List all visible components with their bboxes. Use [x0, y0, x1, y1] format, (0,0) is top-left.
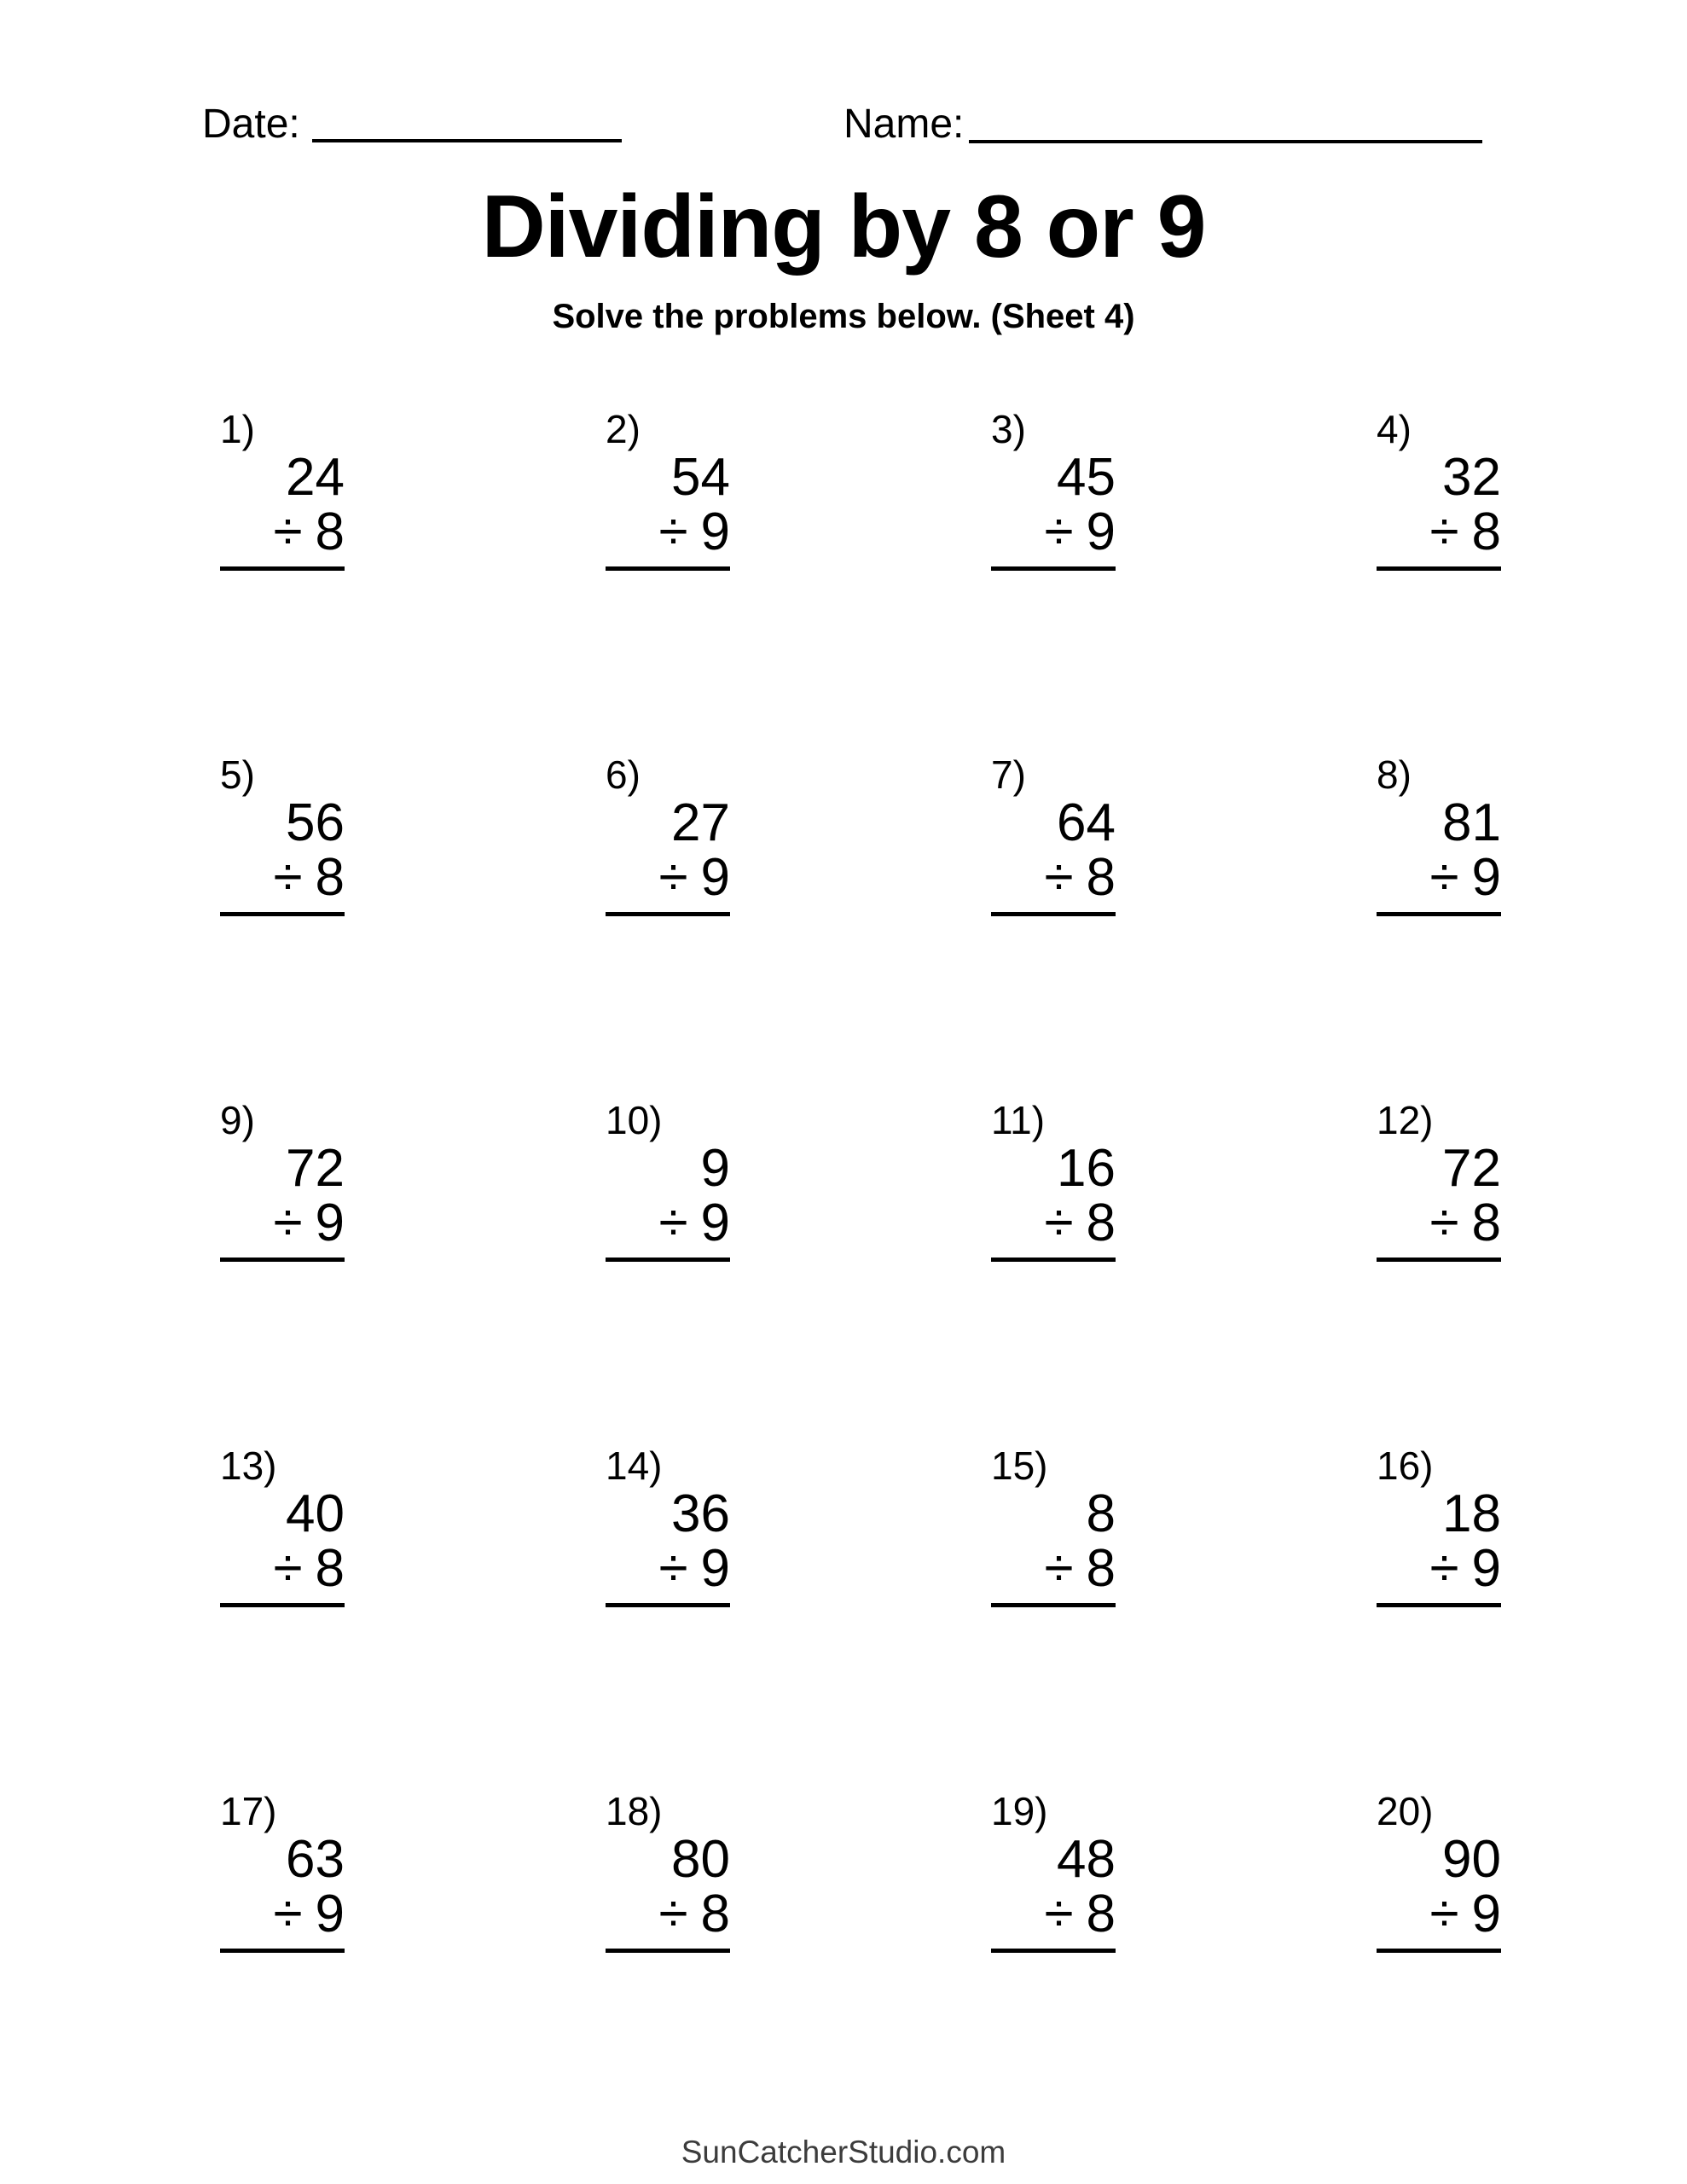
dividend: 72	[286, 1139, 345, 1198]
answer-line	[991, 1258, 1116, 1262]
divisor: 8	[315, 502, 345, 561]
divisor: 9	[700, 1539, 730, 1598]
dividend: 81	[1442, 793, 1501, 852]
divisor-row	[1377, 1196, 1501, 1251]
problem-number: 13)	[220, 1443, 277, 1488]
problem	[606, 1099, 730, 1269]
problem	[991, 753, 1116, 924]
answer-line	[220, 1949, 345, 1953]
problem-number: 18)	[606, 1789, 663, 1833]
problem	[1377, 753, 1501, 924]
problem-number: 6)	[606, 752, 641, 797]
answer-line	[220, 1603, 345, 1607]
name-field	[844, 102, 964, 148]
problem	[220, 1444, 345, 1615]
divisor-row	[991, 848, 1116, 907]
divisor: 9	[700, 1194, 730, 1252]
dividend: 32	[1442, 448, 1501, 507]
divisor-row	[1377, 502, 1501, 561]
divisor: 9	[1471, 1539, 1501, 1598]
divisor: 8	[1471, 502, 1501, 561]
problem	[606, 1444, 730, 1615]
division-sign: ÷	[273, 848, 303, 907]
dividend: 24	[286, 448, 345, 507]
division-sign: ÷	[1044, 1885, 1074, 1943]
problem-number: 1)	[220, 407, 255, 451]
problem	[220, 1790, 345, 1960]
date-blank-line	[312, 139, 622, 142]
answer-line	[220, 1258, 345, 1262]
problem	[991, 1099, 1116, 1269]
problem-number: 5)	[220, 752, 255, 797]
answer-line	[991, 1603, 1116, 1607]
dividend: 72	[1442, 1139, 1501, 1198]
divisor: 8	[315, 848, 345, 907]
problem-number: 7)	[991, 752, 1026, 797]
divisor-row	[220, 1196, 345, 1251]
dividend: 27	[671, 793, 730, 852]
division-sign: ÷	[658, 1885, 688, 1943]
dividend: 9	[700, 1139, 730, 1198]
answer-line	[991, 566, 1116, 571]
division-sign: ÷	[658, 1194, 688, 1252]
divisor: 8	[1086, 1885, 1116, 1943]
problem	[220, 1099, 345, 1269]
divisor-row	[606, 502, 730, 561]
divisor-row	[991, 1539, 1116, 1598]
division-sign: ÷	[658, 502, 688, 561]
problem	[1377, 408, 1501, 578]
answer-line	[1377, 1258, 1501, 1262]
problem-number: 3)	[991, 407, 1026, 451]
divisor: 9	[700, 502, 730, 561]
divisor-row	[606, 1539, 730, 1598]
name-label: Name:	[844, 102, 965, 147]
page-subtitle: Solve the problems below. (Sheet 4)	[552, 298, 1135, 335]
division-sign: ÷	[273, 1885, 303, 1943]
problem	[606, 408, 730, 578]
problem	[991, 1790, 1116, 1960]
problem	[991, 408, 1116, 578]
divisor: 9	[1471, 1885, 1501, 1943]
problem	[220, 408, 345, 578]
answer-line	[606, 912, 730, 916]
divisor: 8	[1471, 1194, 1501, 1252]
divisor: 8	[1086, 1539, 1116, 1598]
answer-line	[606, 1949, 730, 1953]
dividend: 36	[671, 1484, 730, 1543]
divisor: 8	[1086, 848, 1116, 907]
division-sign: ÷	[273, 1194, 303, 1252]
dividend: 63	[286, 1830, 345, 1889]
divisor-row	[220, 502, 345, 561]
dividend: 80	[671, 1830, 730, 1889]
problem-number: 4)	[1377, 407, 1412, 451]
date-label: Date:	[202, 102, 300, 147]
divisor: 8	[1086, 1194, 1116, 1252]
problems-grid	[220, 408, 1501, 1960]
problem	[606, 753, 730, 924]
dividend: 64	[1057, 793, 1116, 852]
divisor-row	[1377, 1539, 1501, 1598]
problem-number: 14)	[606, 1443, 663, 1488]
problem-number: 12)	[1377, 1098, 1434, 1142]
answer-line	[606, 566, 730, 571]
answer-line	[1377, 566, 1501, 571]
divisor-row	[1377, 1887, 1501, 1942]
divisor: 9	[1086, 502, 1116, 561]
divisor: 9	[700, 848, 730, 907]
answer-line	[220, 566, 345, 571]
problem	[1377, 1099, 1501, 1269]
dividend: 40	[286, 1484, 345, 1543]
division-sign: ÷	[1429, 1885, 1459, 1943]
problem	[606, 1790, 730, 1960]
division-sign: ÷	[273, 1539, 303, 1598]
division-sign: ÷	[1429, 848, 1459, 907]
problem-number: 9)	[220, 1098, 255, 1142]
dividend: 56	[286, 793, 345, 852]
division-sign: ÷	[1044, 1539, 1074, 1598]
problem-number: 20)	[1377, 1789, 1434, 1833]
division-sign: ÷	[1044, 848, 1074, 907]
answer-line	[1377, 912, 1501, 916]
divisor-row	[991, 502, 1116, 561]
division-sign: ÷	[658, 848, 688, 907]
problem-number: 19)	[991, 1789, 1048, 1833]
dividend: 54	[671, 448, 730, 507]
division-sign: ÷	[1044, 1194, 1074, 1252]
problem	[991, 1444, 1116, 1615]
dividend: 48	[1057, 1830, 1116, 1889]
divisor-row	[1377, 848, 1501, 907]
divisor-row	[220, 1539, 345, 1598]
divisor: 8	[700, 1885, 730, 1943]
dividend: 8	[1086, 1484, 1116, 1543]
divisor: 8	[315, 1539, 345, 1598]
divisor-row	[606, 1196, 730, 1251]
problem-number: 15)	[991, 1443, 1048, 1488]
answer-line	[606, 1603, 730, 1607]
answer-line	[1377, 1949, 1501, 1953]
division-sign: ÷	[1044, 502, 1074, 561]
problem-number: 16)	[1377, 1443, 1434, 1488]
divisor: 9	[315, 1194, 345, 1252]
problem-number: 17)	[220, 1789, 277, 1833]
answer-line	[1377, 1603, 1501, 1607]
divisor-row	[606, 848, 730, 907]
name-blank-line	[969, 140, 1482, 143]
dividend: 45	[1057, 448, 1116, 507]
answer-line	[606, 1258, 730, 1262]
division-sign: ÷	[1429, 1539, 1459, 1598]
problem	[1377, 1444, 1501, 1615]
divisor: 9	[1471, 848, 1501, 907]
page-title: Dividing by 8 or 9	[481, 177, 1206, 276]
problem-number: 10)	[606, 1098, 663, 1142]
footer-credit: SunCatcherStudio.com	[681, 2135, 1006, 2169]
problem	[1377, 1790, 1501, 1960]
divisor-row	[991, 1196, 1116, 1251]
problem-number: 11)	[991, 1098, 1046, 1142]
problem	[220, 753, 345, 924]
division-sign: ÷	[658, 1539, 688, 1598]
dividend: 90	[1442, 1830, 1501, 1889]
divisor-row	[220, 1887, 345, 1942]
division-sign: ÷	[1429, 1194, 1459, 1252]
divisor-row	[606, 1887, 730, 1942]
date-field	[202, 102, 300, 148]
dividend: 18	[1442, 1484, 1501, 1543]
answer-line	[220, 912, 345, 916]
division-sign: ÷	[273, 502, 303, 561]
answer-line	[991, 1949, 1116, 1953]
division-sign: ÷	[1429, 502, 1459, 561]
answer-line	[991, 912, 1116, 916]
divisor-row	[991, 1887, 1116, 1942]
divisor-row	[220, 848, 345, 907]
dividend: 16	[1057, 1139, 1116, 1198]
problem-number: 2)	[606, 407, 641, 451]
divisor: 9	[315, 1885, 345, 1943]
problem-number: 8)	[1377, 752, 1412, 797]
